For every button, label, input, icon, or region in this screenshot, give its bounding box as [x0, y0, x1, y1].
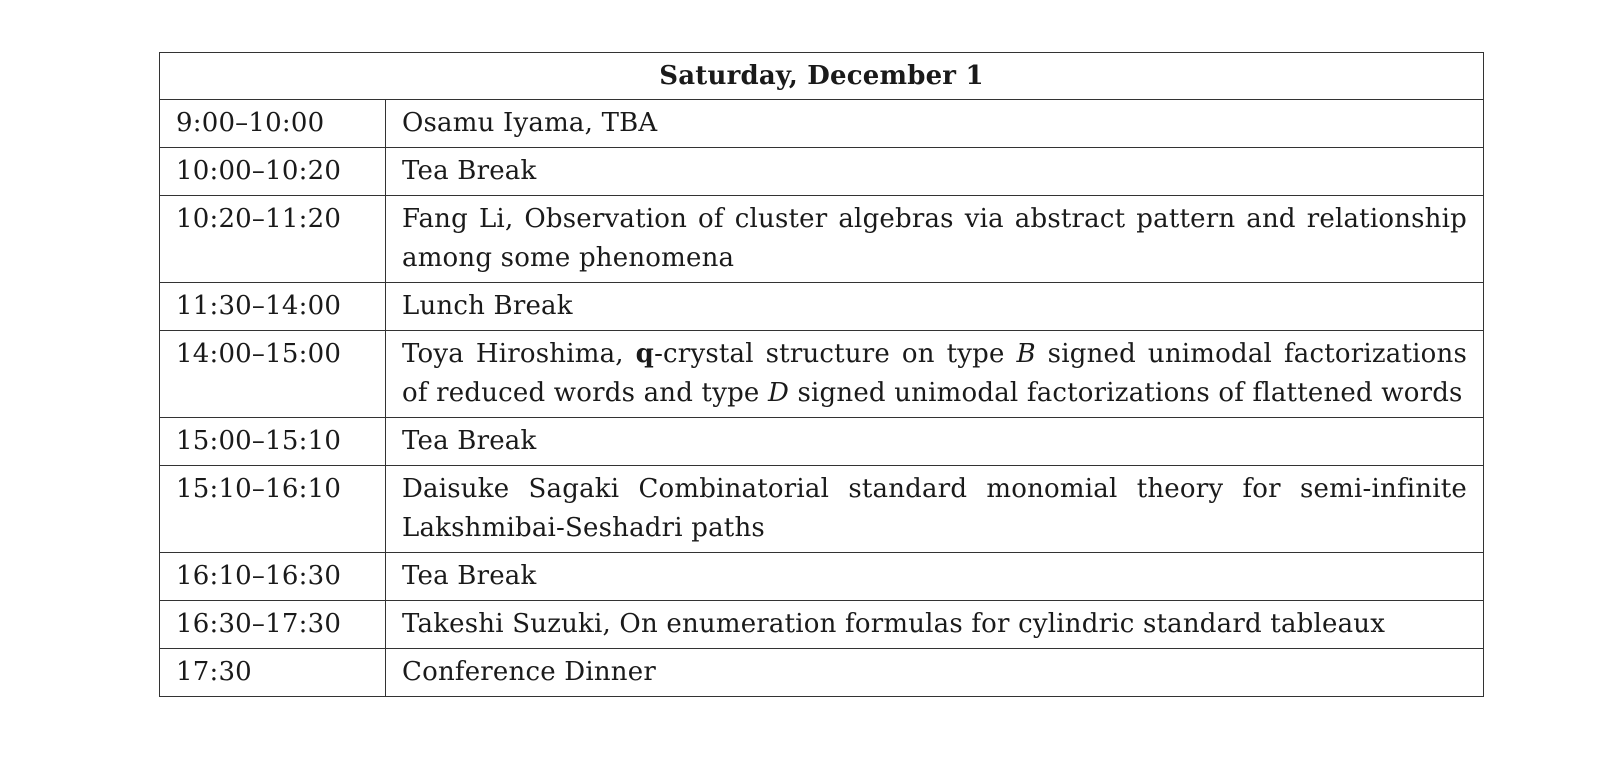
- time-cell: 9:00–10:00: [160, 100, 386, 148]
- math-symbol-d: D: [767, 378, 790, 408]
- talk-cell: Lunch Break: [386, 283, 1484, 331]
- talk-cell: Tea Break: [386, 418, 1484, 466]
- time-cell: 15:00–15:10: [160, 418, 386, 466]
- schedule-table: [159, 52, 1484, 697]
- math-symbol-q: q: [635, 339, 655, 369]
- time-cell: 15:10–16:10: [160, 466, 386, 553]
- talk-cell: Daisuke Sagaki Combinatorial standard monomial theory for semi-infinite Lakshmibai-Seshadri paths: [386, 466, 1484, 553]
- table-row: [160, 283, 1484, 331]
- talk-text-part: signed unimodal factorizations of flattened words: [789, 378, 1463, 408]
- talk-cell: Tea Break: [386, 553, 1484, 601]
- talk-text-part: Toya Hiroshima,: [402, 339, 636, 369]
- talk-cell: Takeshi Suzuki, On enumeration formulas for cylindric standard tableaux: [386, 601, 1484, 649]
- table-row: [160, 553, 1484, 601]
- time-cell: 10:20–11:20: [160, 196, 386, 283]
- time-cell: 16:10–16:30: [160, 553, 386, 601]
- day-title: Saturday, December 1: [160, 53, 1484, 100]
- math-symbol-b: B: [1016, 339, 1036, 369]
- table-row: [160, 466, 1484, 553]
- time-cell: 14:00–15:00: [160, 331, 386, 418]
- table-row: [160, 148, 1484, 196]
- table-row: [160, 418, 1484, 466]
- talk-cell: Tea Break: [386, 148, 1484, 196]
- table-row: [160, 196, 1484, 283]
- time-cell: 17:30: [160, 649, 386, 697]
- table-row: [160, 331, 1484, 418]
- talk-text-part: -crystal structure on type: [654, 339, 1017, 369]
- table-header-row: [160, 53, 1484, 100]
- talk-text-part: signed unimodal factorizations of reduced words and type: [402, 339, 1467, 408]
- time-cell: 10:00–10:20: [160, 148, 386, 196]
- time-cell: 16:30–17:30: [160, 601, 386, 649]
- table-row: [160, 601, 1484, 649]
- talk-cell: Fang Li, Observation of cluster algebras via abstract pattern and relationship among some phenomena: [386, 196, 1484, 283]
- table-row: [160, 100, 1484, 148]
- talk-cell: Conference Dinner: [386, 649, 1484, 697]
- table-row: [160, 649, 1484, 697]
- time-cell: 11:30–14:00: [160, 283, 386, 331]
- talk-cell: [386, 331, 1484, 418]
- talk-cell: Osamu Iyama, TBA: [386, 100, 1484, 148]
